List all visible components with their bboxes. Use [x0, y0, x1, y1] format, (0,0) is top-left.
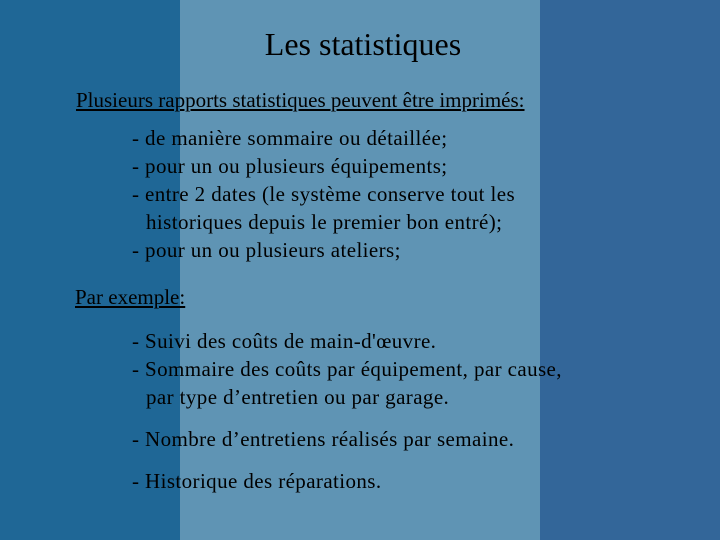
list-item: - entre 2 dates (le système conserve tout les: [132, 182, 516, 206]
list-item-continuation: par type d’entretien ou par garage.: [146, 385, 450, 409]
list-item: - Nombre d’entretiens réalisés par semaine.: [132, 427, 515, 451]
background-band-right: [540, 0, 720, 540]
intro-heading: Plusieurs rapports statistiques peuvent être imprimés:: [76, 88, 525, 112]
example-heading: Par exemple:: [75, 285, 186, 309]
list-item: - pour un ou plusieurs ateliers;: [132, 238, 401, 262]
list-item: - Suivi des coûts de main-d'œuvre.: [132, 329, 437, 353]
slide-title: Les statistiques: [264, 26, 462, 62]
list-item-continuation: historiques depuis le premier bon entré);: [146, 210, 503, 234]
list-item: - Sommaire des coûts par équipement, par cause,: [132, 357, 562, 381]
list-item: - Historique des réparations.: [132, 469, 382, 493]
intro-list: [132, 124, 515, 264]
list-item: - de manière sommaire ou détaillée;: [132, 126, 448, 150]
list-item: - pour un ou plusieurs équipements;: [132, 154, 448, 178]
example-list: [132, 327, 562, 495]
